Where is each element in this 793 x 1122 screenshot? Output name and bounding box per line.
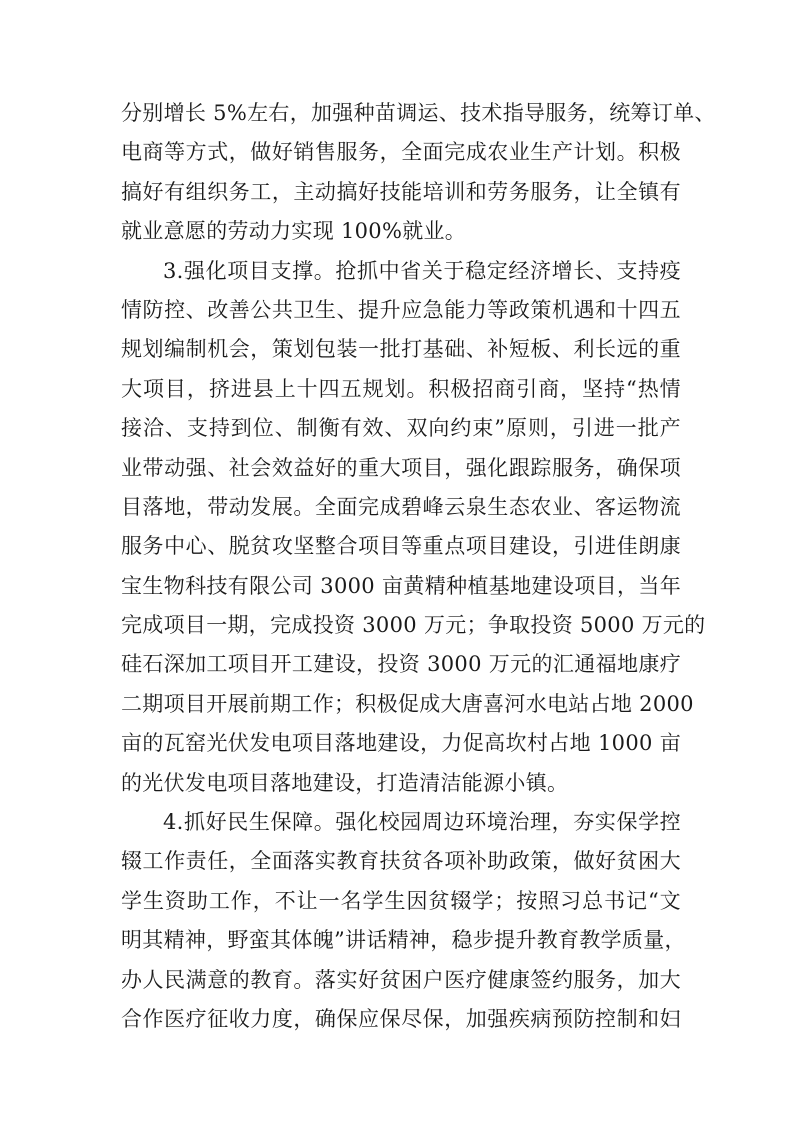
text-line: 业带动强、社会效益好的重大项目，强化跟踪服务，确保项 [121,455,681,480]
paragraph-heading-line: 3.强化项目支撑。抢抓中省关于稳定经济增长、支持疫 [163,258,681,283]
text-line: 搞好有组织务工，主动搞好技能培训和劳务服务，让全镇有 [121,179,681,204]
text-line: 情防控、改善公共卫生、提升应急能力等政策机遇和十四五 [121,297,681,322]
body-text [121,94,716,1039]
text-line: 办人民满意的教育。落实好贫困户医疗健康签约服务，加大 [121,967,681,992]
text-line: 二期项目开展前期工作；积极促成大唐喜河水电站占地 2000 [121,691,694,716]
text-line: 的光伏发电项目落地建设，打造清洁能源小镇。 [121,770,569,795]
text-line: 目落地，带动发展。全面完成碧峰云泉生态农业、客运物流 [121,494,681,519]
text-line: 规划编制机会，策划包装一批打基础、补短板、利长远的重 [121,337,681,362]
text-line: 硅石深加工项目开工建设，投资 3000 万元的汇通福地康疗 [121,652,681,677]
text-line: 明其精神，野蛮其体魄”讲话精神，稳步提升教育教学质量， [121,928,686,953]
text-line: 学生资助工作，不让一名学生因贫辍学；按照习总书记“文 [121,888,681,913]
text-line: 辍工作责任，全面落实教育扶贫各项补助政策，做好贫困大 [121,849,681,874]
text-line: 宝生物科技有限公司 3000 亩黄精种植基地建设项目，当年 [121,573,681,598]
text-line: 大项目，挤进县上十四五规划。积极招商引商，坚持“热情 [121,376,681,401]
text-line: 电商等方式，做好销售服务，全面完成农业生产计划。积极 [121,140,681,165]
text-line: 服务中心、脱贫攻坚整合项目等重点项目建设，引进佳朗康 [121,534,681,559]
text-line: 完成项目一期，完成投资 3000 万元；争取投资 5000 万元的 [121,613,706,638]
text-line: 合作医疗征收力度，确保应保尽保，加强疾病预防控制和妇 [121,1006,681,1031]
text-line: 接洽、支持到位、制衡有效、双向约束”原则，引进一批产 [121,416,681,441]
text-line: 亩的瓦窑光伏发电项目落地建设，力促高坎村占地 1000 亩 [121,731,681,756]
text-line: 就业意愿的劳动力实现 100%就业。 [121,219,467,244]
text-line: 分别增长 5%左右，加强种苗调运、技术指导服务，统筹订单、 [121,101,716,125]
paragraph-heading-line: 4.抓好民生保障。强化校园周边环境治理，夯实保学控 [163,810,681,835]
